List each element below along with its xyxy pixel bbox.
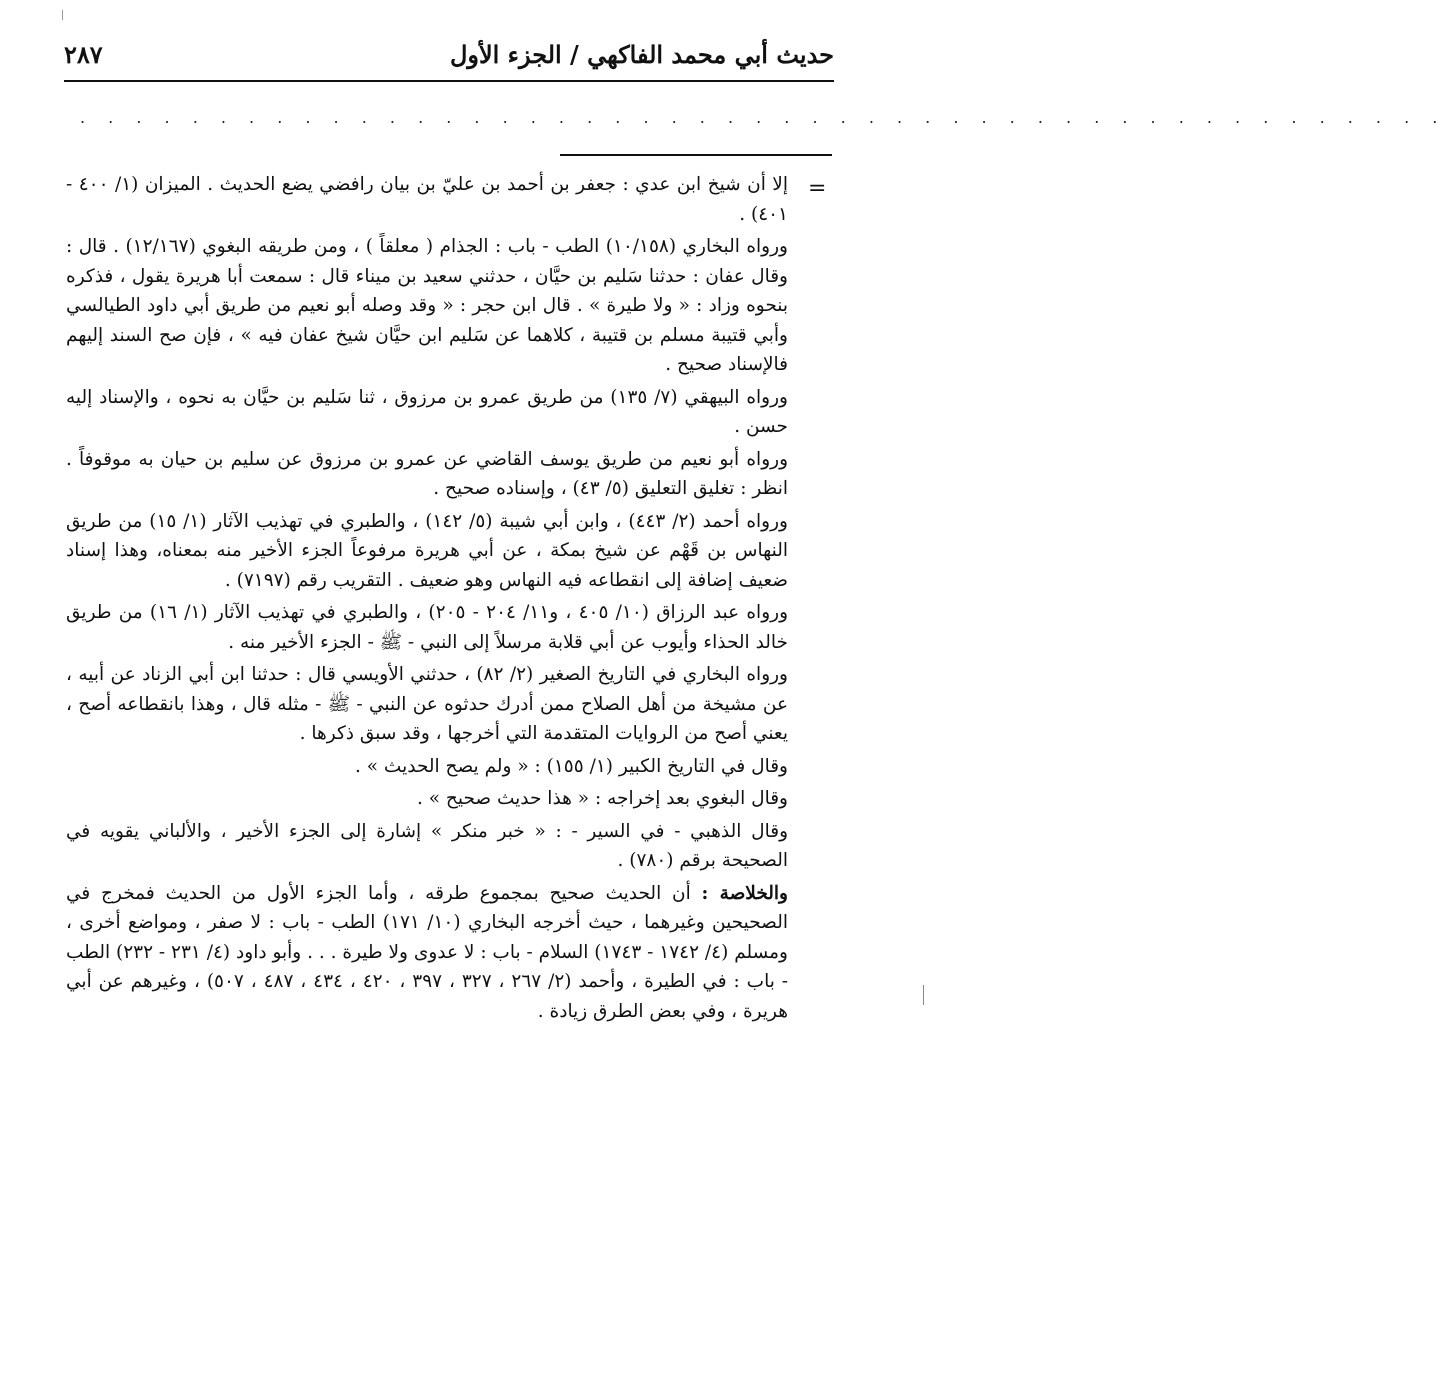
page-header <box>64 36 834 76</box>
paragraph-8: وقال في التاريخ الكبير (١/ ١٥٥) : « ولم يصح الحديث » . <box>354 755 788 777</box>
header-rule <box>64 80 834 82</box>
page-number: ٢٨٧ <box>64 40 103 69</box>
margin-mark <box>923 985 928 1005</box>
continuation-mark: = <box>808 176 827 201</box>
paragraph-7: ورواه البخاري في التاريخ الصغير (٢/ ٨٢) ، حدثني الأويسي قال : حدثنا ابن أبي الزناد عن أبيه ، عن مشيخة من أهل الصلاح ممن أدرك حدثوه عن النبي - ﷺ - مثله قال ، وهذا بانقطاعه أصح ، يعني أصح من الروايات المتقدمة التي أخرجها ، وقد سبق ذكرها . <box>66 664 788 744</box>
paragraph-1: إلا أن شيخ ابن عدي : جعفر بن أحمد بن عليّ بن بيان رافضي يضع الحديث . الميزان (١/ ٤٠٠ - ٤٠١) . <box>66 174 788 225</box>
paragraph-5: ورواه أحمد (٢/ ٤٤٣) ، وابن أبي شيبة (٥/ ١٤٢) ، والطبري في تهذيب الآثار (١/ ١٥) من طريق النهاس بن قَهْم عن شيخ بمكة ، عن أبي هريرة مرفوعاً الجزء الأخير منه بمعناه، وهذا إسناد ضعيف إضافة إلى انقطاعه فيه النهاس وهو ضعيف . التقريب رقم (٧١٩٧) . <box>66 510 788 591</box>
scan-speck <box>62 10 63 20</box>
paragraph-3: ورواه البيهقي (٧/ ١٣٥) من طريق عمرو بن مرزوق ، ثنا سَليم بن حيَّان به نحوه ، والإسناد إليه حسن . <box>66 386 788 437</box>
conclusion-label: والخلاصة : <box>701 882 788 904</box>
conclusion-paragraph <box>66 879 788 1027</box>
paragraph-4: ورواه أبو نعيم من طريق يوسف القاضي عن عمرو بن مرزوق عن سليم بن حيان به موقوفاً . انظر : تغليق التعليق (٥/ ٤٣) ، وإسناده صحيح . <box>66 448 788 499</box>
footnote-rule <box>560 154 832 156</box>
conclusion-text: أن الحديث صحيح بمجموع طرقه ، وأما الجزء الأول من الحديث فمخرج في الصحيحين وغيرهما ، حيث أخرجه البخاري (١٠/ ١٧١) الطب - باب : لا صفر ، ومواضع أخرى ، ومسلم (٤/ ١٧٤٢ - ١٧٤٣) السلام - باب : لا عدوى ولا طيرة . . . وأبو داود (٤/ ٢٣١ - ٢٣٢) الطب - باب : في الطيرة ، وأحمد (٢/ ٢٦٧ ، ٣٢٧ ، ٣٩٧ ، ٤٢٠ ، ٤٣٤ ، ٤٨٧ ، ٥٠٧) ، وغيرهم عن أبي هريرة ، وفي بعض الطرق زيادة . <box>66 882 788 1022</box>
running-title: حديث أبي محمد الفاكهي / الجزء الأول <box>449 40 834 69</box>
paragraph-10: وقال الذهبي - في السير - : « خبر منكر » إشارة إلى الجزء الأخير ، والألباني يقويه في الصحيحة برقم (٧٨٠) . <box>66 820 788 871</box>
paragraph-9: وقال البغوي بعد إخراجه : « هذا حديث صحيح » . <box>416 788 788 809</box>
paragraph-6: ورواه عبد الرزاق (١٠/ ٤٠٥ ، و١١/ ٢٠٤ - ٢٠٥) ، والطبري في تهذيب الآثار (١/ ١٦) من طريق خالد الحذاء وأيوب عن أبي قلابة مرسلاً إلى النبي - ﷺ - الجزء الأخير منه . <box>66 602 788 653</box>
footnote-text <box>66 170 788 1029</box>
dotted-separator: . . . . . . . . . . . . . . . . . . . . . . . . . . . . . . . . . . . . . . . . . . . . . . . . . <box>80 108 1446 127</box>
paragraph-2: ورواه البخاري (١٠/١٥٨) الطب - باب : الجذام ( معلقاً ) ، ومن طريقه البغوي (١٢/١٦٧) . قال : وقال عفان : حدثنا سَليم بن حيَّان ، حدثني سعيد بن ميناء قال : سمعت أبا هريرة يقول ، فذكره بنحوه وزاد : « ولا طيرة » . قال ابن حجر : « وقد وصله أبو نعيم من طريق أبي داود الطيالسي وأبي قتيبة مسلم بن قتيبة ، كلاهما عن سَليم ابن حيَّان شيخ عفان فيه » ، فإن صح السند إليهم فالإسناد صحيح . <box>66 236 788 375</box>
